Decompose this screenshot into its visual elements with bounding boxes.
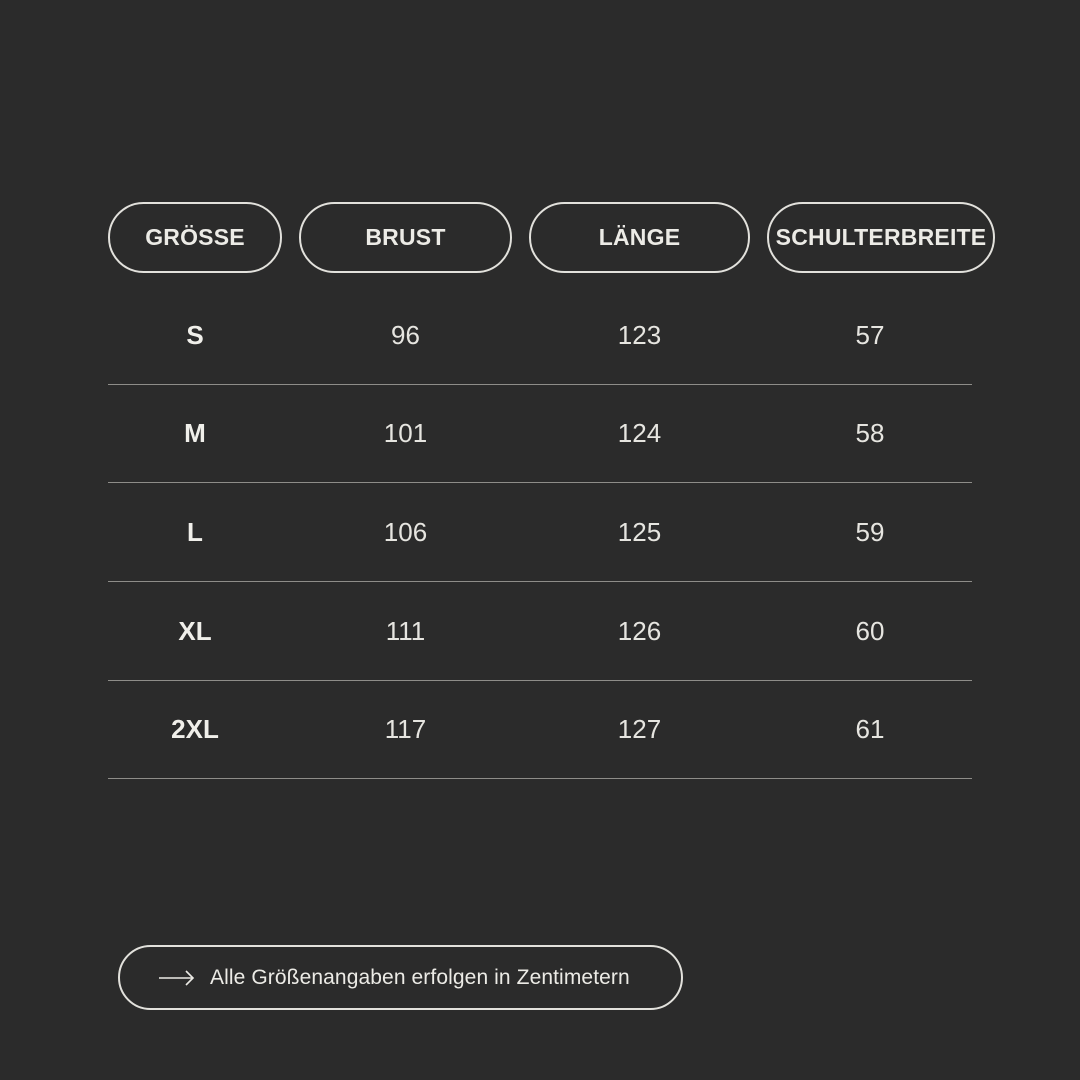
table-row	[108, 483, 972, 582]
header-shoulder: SCHULTERBREITE	[767, 202, 995, 273]
header-chest: BRUST	[299, 202, 512, 273]
shoulder-cell: 61	[855, 714, 885, 744]
length-cell: 125	[617, 516, 662, 547]
size-cell: M	[184, 418, 206, 448]
header-size: GRÖSSE	[108, 202, 282, 273]
unit-note	[118, 945, 683, 1010]
table-row	[108, 681, 972, 779]
length-cell: 124	[617, 418, 662, 448]
chest-cell: 111	[385, 615, 426, 646]
chest-cell: 101	[383, 418, 428, 448]
length-cell: 127	[617, 714, 662, 744]
header-length: LÄNGE	[529, 202, 750, 273]
length-cell: 123	[617, 320, 662, 350]
arrow-right-icon	[158, 968, 196, 988]
chest-cell: 106	[383, 516, 428, 547]
shoulder-cell: 59	[855, 516, 885, 547]
size-cell: S	[186, 320, 204, 350]
size-cell: 2XL	[171, 714, 219, 744]
chest-cell: 96	[391, 320, 420, 350]
shoulder-cell: 57	[855, 320, 885, 350]
shoulder-cell: 58	[855, 418, 885, 448]
shoulder-cell: 60	[855, 615, 885, 646]
chest-cell: 117	[384, 714, 427, 744]
size-cell: XL	[178, 615, 212, 646]
table-row	[108, 385, 972, 483]
table-row	[108, 287, 972, 385]
size-cell: L	[187, 516, 203, 547]
table-row	[108, 582, 972, 681]
size-table	[108, 287, 972, 779]
unit-note-text: Alle Größenangaben erfolgen in Zentimetern	[210, 965, 630, 989]
length-cell: 126	[617, 615, 662, 646]
